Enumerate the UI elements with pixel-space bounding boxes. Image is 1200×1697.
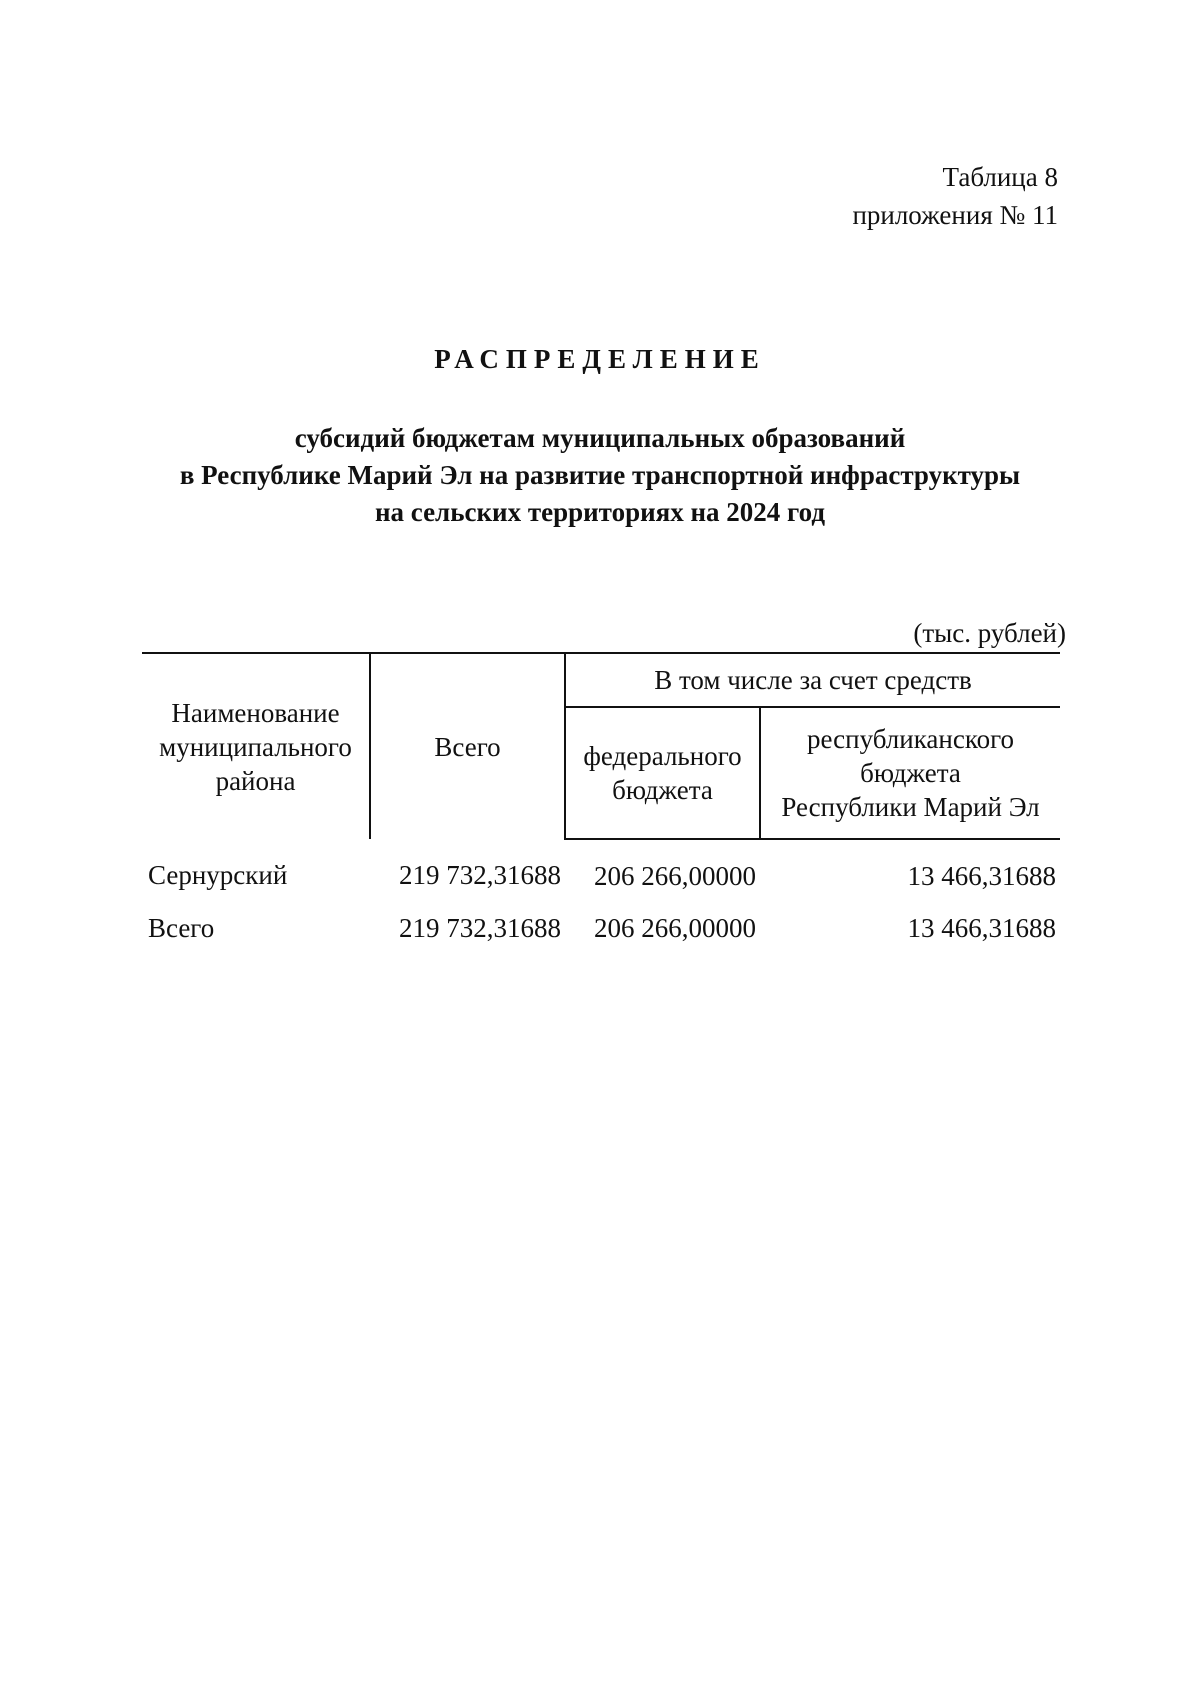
table-number: Таблица 8 [942, 162, 1058, 192]
header-total: Всего [370, 653, 565, 839]
header-republic-line: Республики Марий Эл [781, 792, 1040, 822]
header-federal-line: федерального [583, 741, 742, 771]
header-district [142, 653, 370, 839]
federal-cell: 206 266,00000 [594, 860, 756, 891]
header-federal-line: бюджета [612, 775, 713, 805]
table-row [142, 839, 1060, 902]
table-row-total [142, 902, 1060, 954]
federal-cell: 206 266,00000 [594, 912, 756, 943]
header-federal [565, 707, 760, 839]
units-label: (тыс. рублей) [913, 618, 1066, 648]
document-subtitle [0, 420, 1200, 531]
header-republic [760, 707, 1060, 839]
subtitle-line-1: субсидий бюджетам муниципальных образований [294, 423, 906, 453]
header-district-line: муниципального [159, 731, 352, 762]
appendix-number: приложения № 11 [852, 200, 1058, 230]
distribution-table [142, 652, 1060, 954]
header-republic-line: бюджета [860, 758, 961, 788]
district-name-cell: Всего [148, 912, 215, 943]
total-cell: 219 732,31688 [399, 860, 561, 890]
subtitle-line-3: на сельских территориях на 2024 год [374, 497, 826, 527]
subtitle-line-2: в Республике Марий Эл на развитие транспортной инфраструктуры [179, 460, 1021, 490]
header-district-line: района [215, 765, 296, 796]
total-cell: 219 732,31688 [399, 912, 561, 943]
republic-cell: 13 466,31688 [907, 912, 1056, 943]
header-republic-line: республиканского [807, 724, 1014, 754]
header-group: В том числе за счет средств [565, 653, 1060, 707]
header-district-line: Наименование [171, 697, 340, 728]
document-heading: РАСПРЕДЕЛЕНИЕ [434, 344, 766, 374]
appendix-reference [852, 158, 1058, 234]
district-name-cell: Сернурский [148, 860, 288, 890]
republic-cell: 13 466,31688 [907, 860, 1056, 891]
